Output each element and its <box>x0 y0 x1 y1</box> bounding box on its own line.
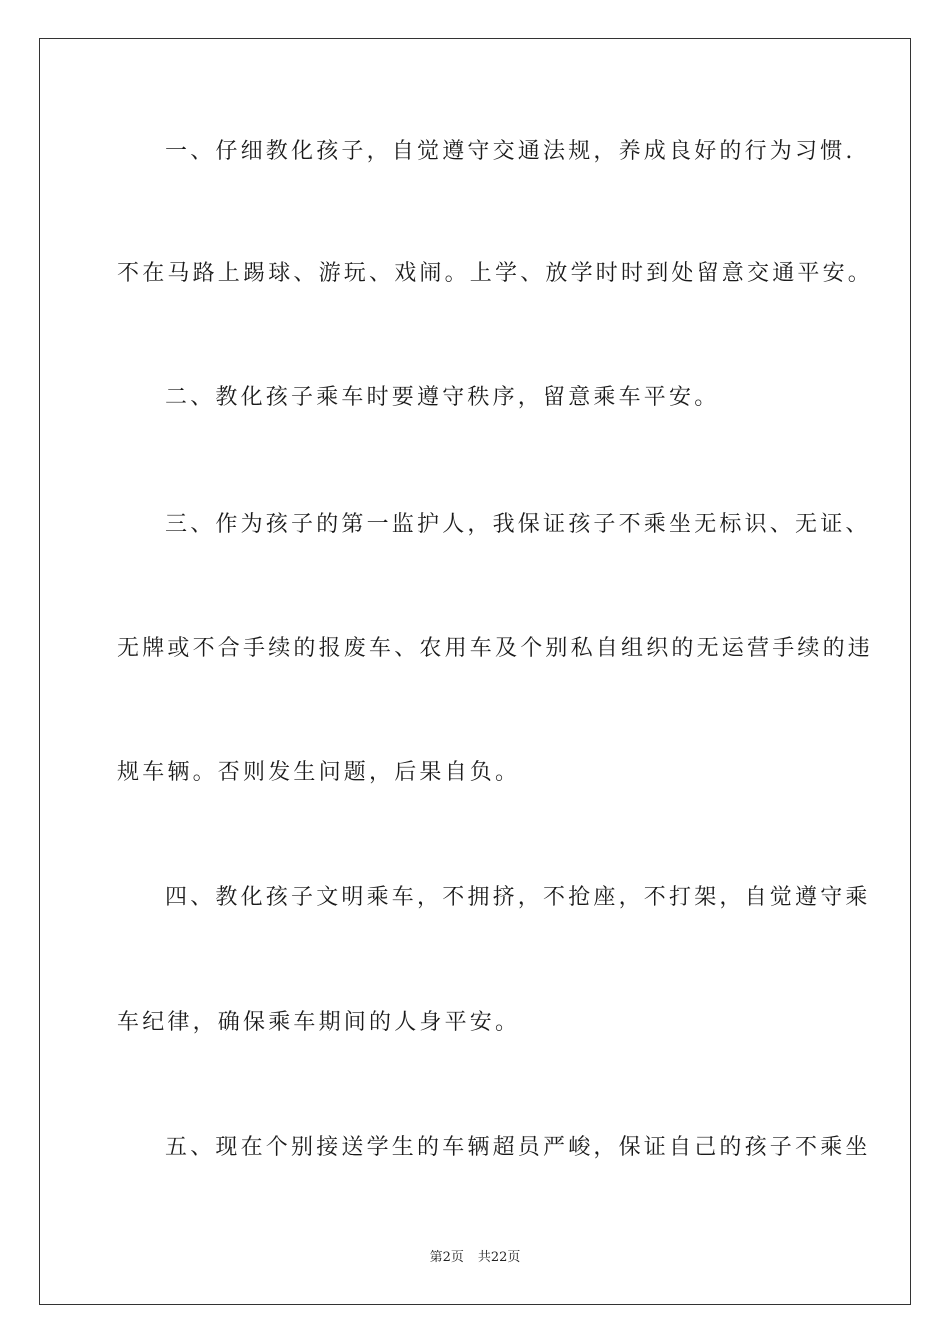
paragraph-1-line-1: 一、仔细教化孩子，自觉遵守交通法规，养成良好的行为习惯. <box>165 139 856 164</box>
paragraph-4-line-2: 车纪律，确保乘车期间的人身平安。 <box>117 1010 521 1035</box>
paragraph-1-line-2: 不在马路上踢球、游玩、戏闹。上学、放学时时到处留意交通平安。 <box>117 261 874 286</box>
paragraph-5-line-1: 五、现在个别接送学生的车辆超员严峻，保证自己的孩子不乘坐 <box>165 1135 871 1160</box>
paragraph-3-line-2: 无牌或不合手续的报废车、农用车及个别私自组织的无运营手续的违 <box>117 636 874 661</box>
paragraph-4-line-1: 四、教化孩子文明乘车，不拥挤，不抢座，不打架，自觉遵守乘 <box>165 885 871 910</box>
page-footer <box>0 1246 950 1265</box>
page-total: 共22页 <box>477 1250 521 1265</box>
paragraph-3-line-1: 三、作为孩子的第一监护人，我保证孩子不乘坐无标识、无证、 <box>165 512 871 537</box>
page-number: 第2页 <box>429 1250 464 1265</box>
paragraph-2-line-1: 二、教化孩子乘车时要遵守秩序，留意乘车平安。 <box>165 385 720 410</box>
paragraph-3-line-3: 规车辆。否则发生问题，后果自负。 <box>117 760 521 785</box>
page-border <box>39 38 911 1305</box>
